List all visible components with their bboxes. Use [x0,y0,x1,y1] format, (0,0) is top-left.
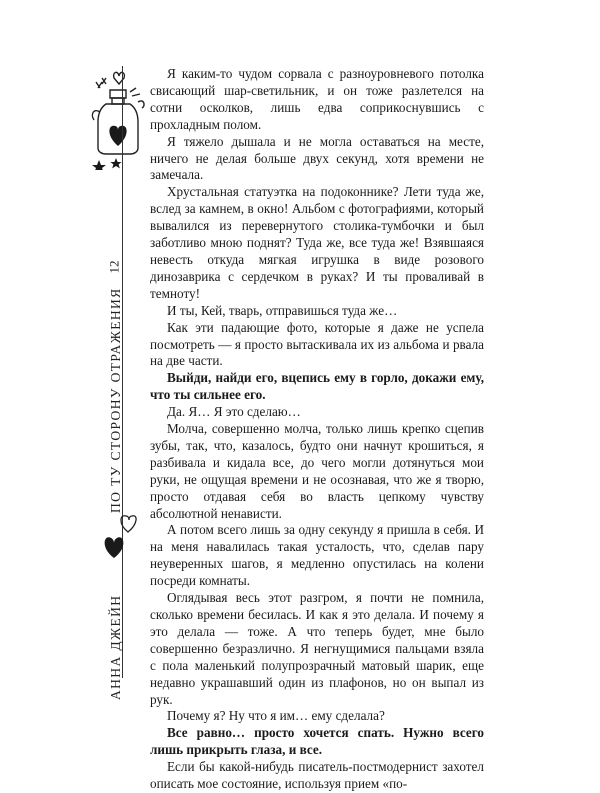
paragraph: Хрустальная статуэтка на подоконнике? Лети туда же, вслед за камнем, в окно! Альбом с фотографиями, который вывалился из перевернутого столика-тумбочки и был заботливо мною поднят? Туда же, все туда же! Взявшаяся невесть откуда мягкая игрушка в виде розового динозаврика с сердечком в руках? И ты проваливай в темноту! [150,184,484,301]
paragraph: Молча, совершенно молча, только лишь крепко сцепив зубы, так, что, казалось, будто они начнут крошиться, я разбивала и кидала все, до чего могли дотянуться мои руки, не ощущая времени и не осознавая, что же я творю, просто отдавая себя во власть цепкому чувству абсолютной ненависти. [150,421,484,521]
author-name: АННА ДЖЕЙН [108,594,123,700]
page-number: 12 [106,260,122,274]
paragraph: Почему я? Ну что я им… ему сделала? [167,708,385,724]
paragraph: И ты, Кей, тварь, отправишься туда же… [167,302,398,318]
paragraph: Я каким-то чудом сорвала с разноуровневого потолка свисающий шар-светильник, и он тоже разлетелся на сотни осколков, лишь едва соприкоснувшись с прохладным полом. [150,66,484,132]
hearts-icon [102,508,142,574]
body-text [150,66,484,793]
paragraph: Выйди, найди его, вцепись ему в горло, докажи ему, что ты сильнее его. [150,370,484,403]
book-title: ПО ТУ СТОРОНУ ОТРАЖЕНИЯ [108,287,123,513]
paragraph: Как эти падающие фото, которые я даже не успела посмотреть — я просто вытаскивала их из альбома и рвала на две части. [150,319,484,369]
paragraph: Да. Я… Я это сделаю… [167,404,301,420]
paragraph: Все равно… просто хочется спать. Нужно всего лишь прикрыть глаза, и все. [150,725,484,758]
paragraph: Если бы какой-нибудь писатель-постмодернист захотел описать мое состояние, используя прием «по- [150,759,484,792]
paragraph: Оглядывая весь этот разгром, я почти не помнила, сколько времени бесилась. И как я это делала. И почему я это делала — тоже. А что теперь будет, мне было совершенно безразлично. Я негнущимися пальцами взяла с пола маленький полупрозрачный матовый шарик, еще недавно украшавший один из плафонов, но он выпал из рук. [150,590,484,707]
paragraph: А потом всего лишь за одну секунду я пришла в себя. И на меня навалилась такая усталость, что, сделав пару неуверенных шагов, я медленно опустилась на колени посреди комнаты. [150,522,484,589]
perfume-bottle-icon [88,62,150,170]
paragraph: Я тяжело дышала и не могла оставаться на месте, ничего не делая больше двух секунд, хотя времени не замечала. [150,133,484,183]
